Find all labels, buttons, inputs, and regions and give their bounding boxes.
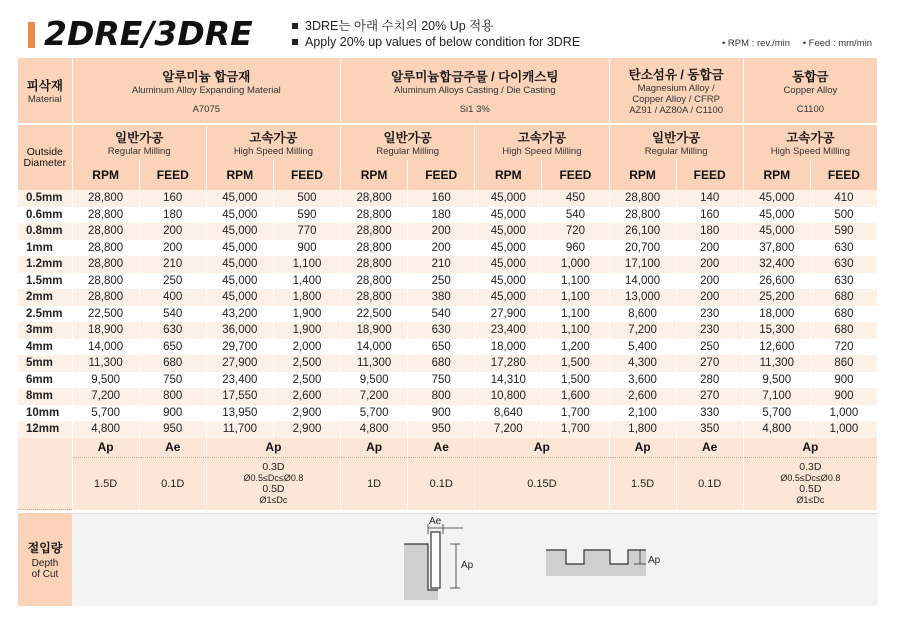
feed-cell: 250: [676, 339, 743, 356]
rpm-cell: 4,800: [72, 421, 139, 438]
feed-cell: 900: [139, 405, 206, 422]
rpm-cell: 28,800: [341, 207, 408, 224]
diameter-cell: 0.5mm: [18, 190, 72, 207]
feed-cell: 250: [139, 273, 206, 290]
feed-cell: 380: [408, 289, 475, 306]
feed-cell: 2,000: [273, 339, 340, 356]
feed-cell: 800: [408, 388, 475, 405]
feed-cell: 680: [408, 355, 475, 372]
feed-cell: 400: [139, 289, 206, 306]
rpm-cell: 13,950: [206, 405, 273, 422]
rpm-column-header: RPM: [609, 160, 676, 190]
diagram-ap-label: Ap: [461, 560, 474, 571]
diameter-cell: 0.6mm: [18, 207, 72, 224]
rpm-cell: 11,300: [743, 355, 810, 372]
header-notes: [292, 18, 580, 50]
unit-rpm: • RPM : rev./min: [721, 38, 791, 49]
rpm-cell: 5,700: [341, 405, 408, 422]
feed-column-header: FEED: [273, 160, 340, 190]
feed-cell: 1,900: [273, 322, 340, 339]
feed-column-header: FEED: [542, 160, 609, 190]
feed-cell: 540: [542, 207, 609, 224]
feed-cell: 1,200: [542, 339, 609, 356]
rpm-cell: 28,800: [341, 273, 408, 290]
rpm-cell: 36,000: [206, 322, 273, 339]
rpm-cell: 7,200: [475, 421, 542, 438]
rpm-cell: 7,200: [72, 388, 139, 405]
note-ko: 3DRE는 아래 수치의 20% Up 적용: [305, 19, 494, 33]
ap-header: Ap: [206, 438, 340, 458]
ae-header: Ae: [408, 438, 475, 458]
diameter-cell: 3mm: [18, 322, 72, 339]
ap-value-line: 0.3D: [262, 460, 285, 473]
ap-value: 0.15D: [475, 458, 609, 510]
unit-feed: • Feed : mm/min: [802, 38, 872, 49]
feed-cell: 410: [810, 190, 877, 207]
diameter-cell: 2mm: [18, 289, 72, 306]
ap-header: Ap: [341, 438, 408, 458]
feed-cell: 950: [139, 421, 206, 438]
feed-cell: 1,100: [542, 322, 609, 339]
diameter-cell: 5mm: [18, 355, 72, 372]
feed-cell: 630: [810, 240, 877, 257]
feed-cell: 1,100: [273, 256, 340, 273]
ap-value-line: Ø0.5≤Dc≤Ø0.8: [243, 472, 304, 483]
feed-cell: 270: [676, 388, 743, 405]
feed-cell: 630: [810, 256, 877, 273]
rpm-cell: 45,000: [206, 223, 273, 240]
rpm-cell: 27,900: [206, 355, 273, 372]
feed-cell: 1,100: [542, 273, 609, 290]
side-milling-diagram: [398, 514, 498, 604]
rpm-cell: 22,500: [72, 306, 139, 323]
rpm-cell: 17,550: [206, 388, 273, 405]
rpm-cell: 8,640: [475, 405, 542, 422]
feed-cell: 160: [676, 207, 743, 224]
rpm-cell: 28,800: [609, 190, 676, 207]
table-row: [18, 355, 878, 372]
ap-value: 1.5D: [609, 458, 676, 510]
table-row: [18, 273, 878, 290]
rpm-cell: 28,800: [341, 240, 408, 257]
rpm-cell: 45,000: [743, 223, 810, 240]
feed-cell: 180: [139, 207, 206, 224]
rpm-cell: 22,500: [341, 306, 408, 323]
rpm-cell: 28,800: [72, 273, 139, 290]
rpm-cell: 28,800: [72, 207, 139, 224]
table-row: [18, 256, 878, 273]
feed-cell: 800: [139, 388, 206, 405]
feed-cell: 200: [408, 240, 475, 257]
feed-cell: 630: [139, 322, 206, 339]
rpm-cell: 45,000: [475, 190, 542, 207]
rpm-cell: 23,400: [206, 372, 273, 389]
feed-cell: 1,100: [542, 289, 609, 306]
rpm-cell: 7,200: [341, 388, 408, 405]
feed-cell: 1,900: [273, 306, 340, 323]
rpm-cell: 28,800: [72, 256, 139, 273]
feed-cell: 680: [810, 306, 877, 323]
rpm-cell: 17,100: [609, 256, 676, 273]
feed-cell: 750: [139, 372, 206, 389]
feed-cell: 210: [408, 256, 475, 273]
material-label: 피삭재 Material: [18, 58, 72, 124]
milling-type-header: 고속가공 High Speed Milling: [475, 124, 609, 160]
feed-cell: 950: [408, 421, 475, 438]
rpm-cell: 1,800: [609, 421, 676, 438]
feed-cell: 330: [676, 405, 743, 422]
cut-depth-label-spacer: [18, 438, 72, 510]
rpm-cell: 45,000: [475, 240, 542, 257]
feed-cell: 2,900: [273, 405, 340, 422]
rpm-cell: 10,800: [475, 388, 542, 405]
rpm-cell: 26,100: [609, 223, 676, 240]
feed-cell: 200: [676, 273, 743, 290]
feed-cell: 630: [810, 273, 877, 290]
feed-cell: 1,600: [542, 388, 609, 405]
table-row: [18, 372, 878, 389]
diameter-label: Outside Diameter: [18, 124, 72, 190]
feed-column-header: FEED: [408, 160, 475, 190]
table-row: [18, 421, 878, 438]
rpm-cell: 18,900: [72, 322, 139, 339]
material-magnesium-cfrp: 탄소섬유 / 동합금 Magnesium Alloy / Copper Alloy / CFRP AZ91 / AZ80A / C1100: [609, 58, 743, 124]
ap-value-line: 0.5D: [262, 482, 285, 495]
rpm-cell: 29,700: [206, 339, 273, 356]
rpm-cell: 45,000: [206, 273, 273, 290]
rpm-cell: 3,600: [609, 372, 676, 389]
rpm-cell: 5,400: [609, 339, 676, 356]
table-row: [18, 207, 878, 224]
depth-of-cut-label: 절입량 Depth of Cut: [18, 513, 72, 606]
rpm-cell: 13,000: [609, 289, 676, 306]
ap-value-line: 0.3D: [799, 460, 822, 473]
table-row: [18, 339, 878, 356]
rpm-cell: 14,000: [341, 339, 408, 356]
rpm-cell: 14,000: [72, 339, 139, 356]
ap-header: Ap: [72, 438, 139, 458]
feed-cell: 750: [408, 372, 475, 389]
rpm-cell: 11,700: [206, 421, 273, 438]
feed-cell: 1,100: [542, 306, 609, 323]
feed-column-header: FEED: [139, 160, 206, 190]
feed-cell: 680: [810, 289, 877, 306]
feed-cell: 650: [408, 339, 475, 356]
units-legend: [712, 38, 872, 49]
feed-cell: 540: [408, 306, 475, 323]
rpm-cell: 45,000: [743, 190, 810, 207]
ae-header: Ae: [676, 438, 743, 458]
rpm-column-header: RPM: [341, 160, 408, 190]
diameter-cell: 1.2mm: [18, 256, 72, 273]
ae-header: Ae: [139, 438, 206, 458]
rpm-column-header: RPM: [72, 160, 139, 190]
feed-cell: 960: [542, 240, 609, 257]
page-title: 2DRE/3DRE: [44, 14, 253, 53]
feed-cell: 720: [810, 339, 877, 356]
note-en: Apply 20% up values of below condition for 3DRE: [305, 35, 581, 49]
feed-cell: 1,000: [542, 256, 609, 273]
rpm-cell: 28,800: [609, 207, 676, 224]
rpm-cell: 20,700: [609, 240, 676, 257]
table-row: [18, 405, 878, 422]
slot-milling-diagram: [546, 540, 656, 600]
table-row: [18, 223, 878, 240]
rpm-cell: 28,800: [72, 289, 139, 306]
rpm-cell: 2,100: [609, 405, 676, 422]
rpm-cell: 9,500: [72, 372, 139, 389]
rpm-cell: 14,310: [475, 372, 542, 389]
feed-cell: 1,700: [542, 421, 609, 438]
rpm-column-header: RPM: [475, 160, 542, 190]
rpm-cell: 11,300: [72, 355, 139, 372]
milling-type-header: 고속가공 High Speed Milling: [206, 124, 340, 160]
diameter-cell: 2.5mm: [18, 306, 72, 323]
milling-type-header: 일반가공 Regular Milling: [609, 124, 743, 160]
ap-value: 1.5D: [72, 458, 139, 510]
cut-depth-header-row: [18, 438, 878, 458]
rpm-cell: 4,300: [609, 355, 676, 372]
feed-cell: 540: [139, 306, 206, 323]
ae-value: 0.1D: [408, 458, 475, 510]
rpm-cell: 11,300: [341, 355, 408, 372]
feed-cell: 1,700: [542, 405, 609, 422]
rpm-cell: 37,800: [743, 240, 810, 257]
feed-cell: 720: [542, 223, 609, 240]
feed-cell: 200: [408, 223, 475, 240]
diameter-cell: 1.5mm: [18, 273, 72, 290]
rpm-cell: 8,600: [609, 306, 676, 323]
feed-cell: 1,500: [542, 355, 609, 372]
feed-cell: 2,500: [273, 372, 340, 389]
rpm-cell: 4,800: [743, 421, 810, 438]
rpm-cell: 5,700: [743, 405, 810, 422]
rpm-cell: 9,500: [341, 372, 408, 389]
ap-header: Ap: [743, 438, 877, 458]
feed-cell: 500: [810, 207, 877, 224]
feed-column-header: FEED: [810, 160, 877, 190]
material-copper-alloy: 동합금 Copper Alloy C1100: [743, 58, 877, 124]
feed-cell: 200: [139, 240, 206, 257]
rpm-cell: 15,300: [743, 322, 810, 339]
ap-value-line: Ø1≤Dc: [259, 494, 288, 505]
rpm-cell: 28,800: [72, 223, 139, 240]
feed-cell: 630: [408, 322, 475, 339]
feed-cell: 160: [139, 190, 206, 207]
milling-type-header: 일반가공 Regular Milling: [341, 124, 475, 160]
rpm-cell: 14,000: [609, 273, 676, 290]
feed-cell: 900: [810, 372, 877, 389]
rpm-cell: 28,800: [72, 190, 139, 207]
bullet-square-icon: [292, 23, 298, 29]
feed-cell: 900: [810, 388, 877, 405]
rpm-cell: 2,600: [609, 388, 676, 405]
feed-cell: 200: [676, 240, 743, 257]
feed-cell: 1,400: [273, 273, 340, 290]
diagram-ap-right-label: Ap: [648, 555, 661, 566]
diameter-cell: 12mm: [18, 421, 72, 438]
feed-cell: 210: [139, 256, 206, 273]
feed-cell: 680: [810, 322, 877, 339]
feed-cell: 1,000: [810, 421, 877, 438]
rpm-cell: 45,000: [475, 273, 542, 290]
ap-value: 1D: [341, 458, 408, 510]
ae-value: 0.1D: [139, 458, 206, 510]
diameter-cell: 0.8mm: [18, 223, 72, 240]
diagram-ae-label: Ae: [429, 516, 442, 527]
feed-cell: 450: [542, 190, 609, 207]
rpm-cell: 17,280: [475, 355, 542, 372]
ap-value-stack: [743, 458, 877, 510]
ap-header: Ap: [475, 438, 609, 458]
feed-cell: 590: [273, 207, 340, 224]
diameter-cell: 1mm: [18, 240, 72, 257]
rpm-cell: 7,200: [609, 322, 676, 339]
title-accent-bar: [28, 22, 35, 48]
bullet-square-icon: [292, 39, 298, 45]
table-row: [18, 240, 878, 257]
rpm-cell: 5,700: [72, 405, 139, 422]
material-aluminum-casting: 알루미늄합금주물 / 다이캐스팅 Aluminum Alloys Casting / Die Casting Si1 3%: [341, 58, 609, 124]
rpm-column-header: RPM: [743, 160, 810, 190]
feed-cell: 500: [273, 190, 340, 207]
feed-cell: 650: [139, 339, 206, 356]
feed-cell: 350: [676, 421, 743, 438]
rpm-cell: 28,800: [341, 289, 408, 306]
ap-value-line: Ø0.5≤Dc≤Ø0.8: [780, 472, 841, 483]
rpm-cell: 45,000: [475, 207, 542, 224]
ap-value-line: 0.5D: [799, 482, 822, 495]
table-row: [18, 306, 878, 323]
depth-of-cut-section: [18, 513, 878, 606]
feed-cell: 590: [810, 223, 877, 240]
feed-cell: 2,900: [273, 421, 340, 438]
feed-cell: 2,600: [273, 388, 340, 405]
cut-depth-values-row: [18, 458, 878, 510]
feed-cell: 900: [273, 240, 340, 257]
feed-cell: 140: [676, 190, 743, 207]
ap-value-stack: [206, 458, 340, 510]
feed-cell: 680: [139, 355, 206, 372]
ap-value-line: Ø1≤Dc: [796, 494, 825, 505]
rpm-cell: 28,800: [72, 240, 139, 257]
rpm-cell: 32,400: [743, 256, 810, 273]
feed-cell: 180: [408, 207, 475, 224]
feed-cell: 250: [408, 273, 475, 290]
table-row: [18, 388, 878, 405]
table-row: [18, 289, 878, 306]
table-row: [18, 190, 878, 207]
feed-cell: 860: [810, 355, 877, 372]
rpm-cell: 43,200: [206, 306, 273, 323]
cutting-conditions-table: [18, 58, 878, 510]
rpm-cell: 4,800: [341, 421, 408, 438]
diameter-cell: 10mm: [18, 405, 72, 422]
rpm-cell: 28,800: [341, 256, 408, 273]
feed-column-header: FEED: [676, 160, 743, 190]
rpm-cell: 25,200: [743, 289, 810, 306]
ae-value: 0.1D: [676, 458, 743, 510]
feed-cell: 230: [676, 322, 743, 339]
rpm-cell: 45,000: [475, 289, 542, 306]
rpm-cell: 23,400: [475, 322, 542, 339]
feed-cell: 200: [676, 289, 743, 306]
rpm-cell: 18,000: [743, 306, 810, 323]
milling-type-header: 일반가공 Regular Milling: [72, 124, 206, 160]
rpm-cell: 18,000: [475, 339, 542, 356]
feed-cell: 280: [676, 372, 743, 389]
rpm-cell: 45,000: [206, 256, 273, 273]
rpm-cell: 27,900: [475, 306, 542, 323]
rpm-cell: 26,600: [743, 273, 810, 290]
ap-header: Ap: [609, 438, 676, 458]
rpm-cell: 45,000: [206, 240, 273, 257]
diameter-cell: 8mm: [18, 388, 72, 405]
feed-cell: 770: [273, 223, 340, 240]
rpm-cell: 12,600: [743, 339, 810, 356]
rpm-cell: 9,500: [743, 372, 810, 389]
feed-cell: 900: [408, 405, 475, 422]
feed-cell: 200: [139, 223, 206, 240]
rpm-cell: 18,900: [341, 322, 408, 339]
feed-cell: 230: [676, 306, 743, 323]
rpm-cell: 28,800: [341, 190, 408, 207]
feed-cell: 1,500: [542, 372, 609, 389]
material-aluminum-alloy: 알루미늄 합금재 Aluminum Alloy Expanding Material A7075: [72, 58, 340, 124]
feed-cell: 1,000: [810, 405, 877, 422]
rpm-cell: 45,000: [743, 207, 810, 224]
rpm-cell: 45,000: [475, 256, 542, 273]
rpm-cell: 45,000: [475, 223, 542, 240]
feed-cell: 270: [676, 355, 743, 372]
diameter-cell: 6mm: [18, 372, 72, 389]
rpm-cell: 45,000: [206, 207, 273, 224]
rpm-column-header: RPM: [206, 160, 273, 190]
feed-cell: 160: [408, 190, 475, 207]
rpm-cell: 7,100: [743, 388, 810, 405]
feed-cell: 200: [676, 256, 743, 273]
rpm-cell: 45,000: [206, 190, 273, 207]
table-row: [18, 322, 878, 339]
milling-type-header: 고속가공 High Speed Milling: [743, 124, 877, 160]
feed-cell: 180: [676, 223, 743, 240]
feed-cell: 2,500: [273, 355, 340, 372]
diameter-cell: 4mm: [18, 339, 72, 356]
rpm-cell: 28,800: [341, 223, 408, 240]
depth-of-cut-diagrams: [72, 513, 878, 606]
feed-cell: 1,800: [273, 289, 340, 306]
rpm-cell: 45,000: [206, 289, 273, 306]
